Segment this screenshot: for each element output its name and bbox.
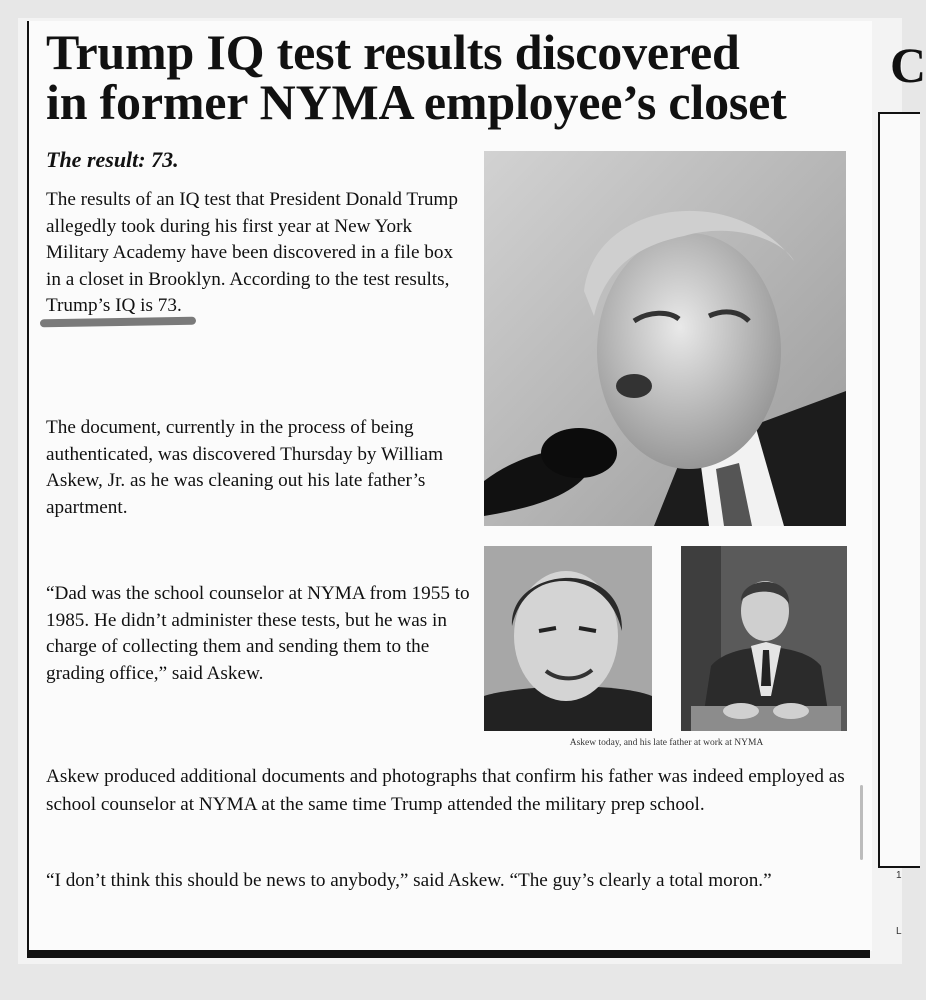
paragraph-1-text: The results of an IQ test that President Donald Trump allegedly took during his first year at New York Military Academy have been discovered in a file box in a closet in Brooklyn. According to the test results, — [46, 189, 458, 290]
underlined-phrase-text: Trump’s IQ is 73. — [46, 295, 182, 317]
main-photo-illustration — [484, 151, 846, 526]
adjacent-panel — [878, 112, 920, 868]
father-photo — [681, 546, 847, 731]
askew-photo — [484, 546, 652, 731]
paragraph-3: “Dad was the school counselor at NYMA from 1955 to 1985. He didn’t administer these tests, but he was in charge of collecting them and sending them to the grading office,” said Askew. — [46, 583, 470, 684]
paragraph-5: “I don’t think this should be news to anybody,” said Askew. “The guy’s clearly a total moron.” — [46, 870, 772, 891]
paragraph-1 — [46, 187, 471, 320]
headline — [46, 24, 866, 130]
askew-photo-illustration — [484, 546, 652, 731]
adjacent-link-fragment[interactable]: L — [896, 926, 902, 937]
adjacent-text-fragment: 1 — [896, 870, 902, 881]
main-photo — [484, 151, 846, 526]
photo-caption: Askew today, and his late father at work at NYMA — [569, 738, 764, 748]
headline-line-1: Trump IQ test results discovered — [46, 24, 740, 80]
paragraph-4: Askew produced additional documents and photographs that confirm his father was indeed employed as school counselor at NYMA at the same time Trump attended the military prep school. — [46, 766, 845, 815]
bottom-rule — [27, 950, 870, 958]
pen-underline-mark — [40, 317, 196, 328]
scrollbar-thumb[interactable] — [860, 785, 863, 860]
underlined-phrase — [46, 295, 182, 316]
father-photo-illustration — [681, 546, 847, 731]
newspaper-clipping — [27, 21, 872, 951]
subheading: The result: 73. — [46, 147, 179, 172]
paragraph-2: The document, currently in the process of being authenticated, was discovered Thursday by William Askew, Jr. as he was cleaning out his late father’s apartment. — [46, 417, 444, 518]
headline-line-2: in former NYMA employee’s closet — [46, 74, 787, 130]
adjacent-headline-fragment: C — [890, 37, 926, 93]
